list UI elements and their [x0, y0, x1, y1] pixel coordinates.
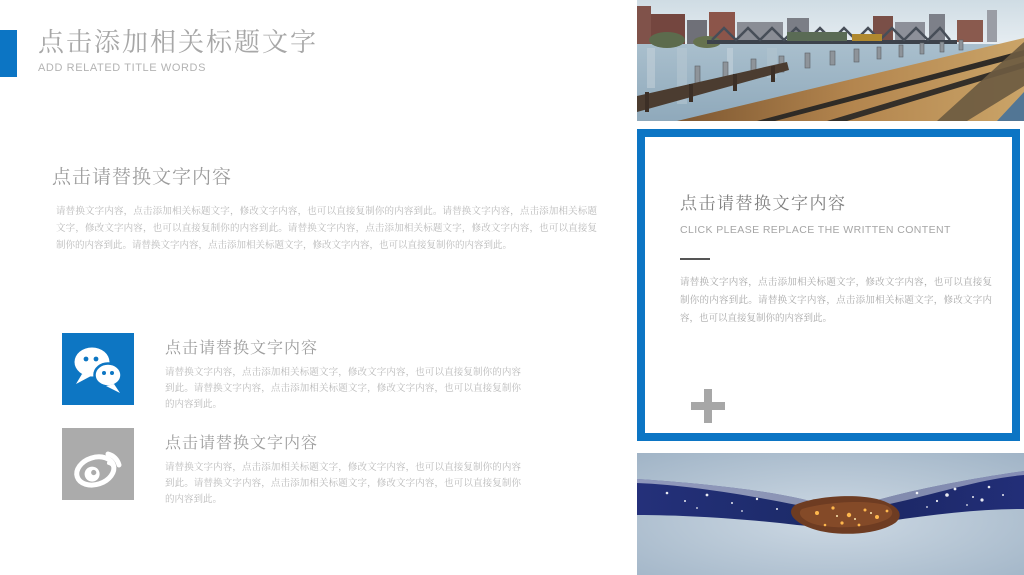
weibo-icon — [62, 428, 134, 500]
wechat-icon — [62, 333, 134, 405]
slide-title: 点击添加相关标题文字 — [38, 27, 319, 57]
list-item-wechat — [62, 333, 532, 410]
card-subtitle: CLICK PLEASE REPLACE THE WRITTEN CONTENT — [680, 224, 951, 236]
list-item-text — [165, 335, 521, 413]
card-content — [680, 137, 992, 433]
card-divider — [680, 258, 710, 260]
left-text-section — [52, 162, 597, 254]
plus-icon — [691, 389, 725, 423]
card-body: 请替换文字内容，点击添加相关标题文字，修改文字内容，也可以直接复制你的内容到此。请替换文字内容，点击添加相关标题文字，修改文字内容，也可以直接复制你的内容到此。 — [680, 277, 992, 324]
network-cable-handshake-photo — [637, 453, 1024, 575]
highlight-card — [637, 129, 1020, 441]
list-item-body: 请替换文字内容，点击添加相关标题文字，修改文字内容，也可以直接复制你的内容到此。请替换文字内容，点击添加相关标题文字，修改文字内容，也可以直接复制你的内容到此。 — [165, 367, 521, 410]
list-item-heading: 点击请替换文字内容 — [165, 435, 319, 452]
card-heading: 点击请替换文字内容 — [680, 194, 847, 213]
list-item-heading: 点击请替换文字内容 — [165, 340, 319, 357]
slide-header — [38, 27, 318, 74]
list-item-weibo — [62, 428, 532, 505]
slide-subtitle: ADD RELATED TITLE WORDS — [38, 62, 207, 74]
left-section-body: 请替换文字内容，点击添加相关标题文字，修改文字内容，也可以直接复制你的内容到此。请替换文字内容，点击添加相关标题文字，修改文字内容，也可以直接复制你的内容到此。请替换文字内容，点击添加相关标题文字，修改文字内容，也可以直接复制你的内容到此。请替换文字内容，点击添加相关标题文字，修改文字内容，也可以直接复制你的内容到此。 — [56, 206, 597, 251]
list-item-text — [165, 430, 521, 508]
list-item-body: 请替换文字内容，点击添加相关标题文字，修改文字内容，也可以直接复制你的内容到此。请替换文字内容，点击添加相关标题文字，修改文字内容，也可以直接复制你的内容到此。 — [165, 462, 521, 505]
city-rail-bridge-photo — [637, 0, 1024, 121]
left-section-heading: 点击请替换文字内容 — [52, 167, 233, 188]
title-accent-bar — [0, 30, 17, 77]
